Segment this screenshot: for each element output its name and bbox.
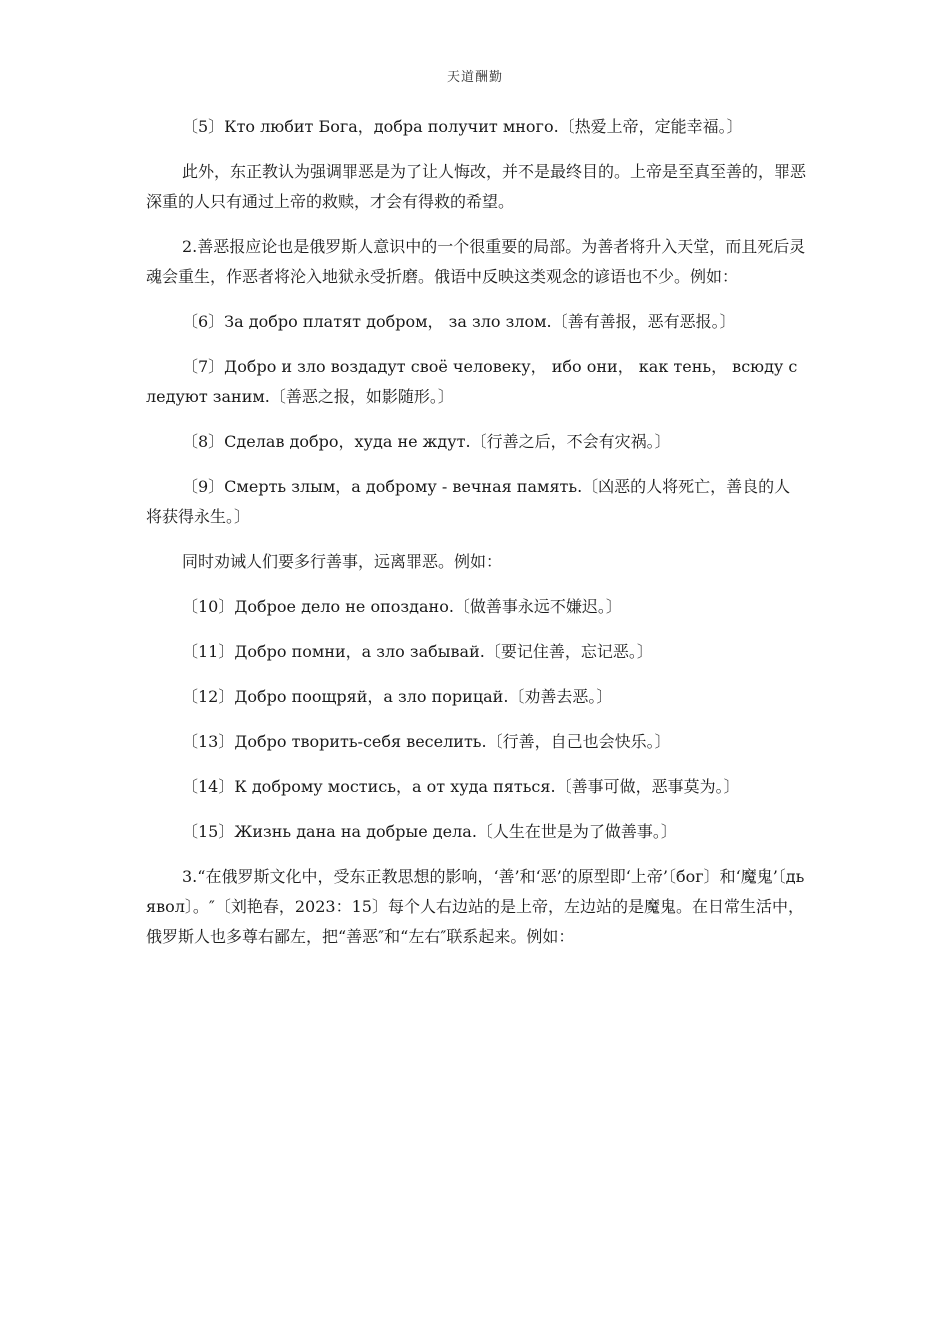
paragraph: 〔15〕Жизнь дана на добрые дела.〔人生在世是为了做善事。〕 xyxy=(182,822,677,841)
paragraph: 〔14〕К доброму мостись，а от худа пяться.〔善事可做，恶事莫为。〕 xyxy=(182,777,740,796)
paragraph: 〔9〕Смерть злым，а доброму - вечная память.〔凶恶的人将死亡，善良的人将获得永生。〕 xyxy=(146,477,791,526)
paragraph: 〔5〕Кто любит Бога，добра получит много.〔热爱上帝，定能幸福。〕 xyxy=(182,117,743,136)
page-header: 天道酬勤 xyxy=(446,70,503,85)
paragraph: 同时劝诫人们要多行善事，远离罪恶。例如： xyxy=(182,552,503,571)
paragraph: 〔7〕Добро и зло воздадут своё человеку， ибо они， как тень， всюду следуют заним.〔善恶之报，如影随形。〕 xyxy=(146,357,798,406)
paragraph: 〔12〕Добро поощряй，а зло порицай.〔劝善去恶。〕 xyxy=(182,687,613,706)
paragraph: 3.“在俄罗斯文化中，受东正教思想的影响，‘善’和‘恶’的原型即‘上帝’〔бог〕和‘魔鬼’〔дьявол〕。″〔刘艳春，2023：15〕每个人右边站的是上帝，左边站的是魔鬼。在日常生活中，俄罗斯人也多尊右鄙左，把“善恶″和“左右″联系起来。例如： xyxy=(146,867,805,946)
paragraph: 此外，东正教认为强调罪恶是为了让人悔改，并不是最终目的。上帝是至真至善的，罪恶深重的人只有通过上帝的救赎，才会有得救的希望。 xyxy=(146,162,807,211)
document-body xyxy=(146,112,806,967)
paragraph: 〔8〕Сделав добро，худа не ждут.〔行善之后，不会有灾祸。〕 xyxy=(182,432,671,451)
paragraph: 2.善恶报应论也是俄罗斯人意识中的一个很重要的局部。为善者将升入天堂，而且死后灵魂会重生，作恶者将沦入地狱永受折磨。俄语中反映这类观念的谚语也不少。例如： xyxy=(146,237,806,286)
paragraph: 〔11〕Добро помни，а зло забывай.〔要记住善，忘记恶。〕 xyxy=(182,642,653,661)
paragraph: 〔6〕За добро платят добром， за зло злом.〔善有善报，恶有恶报。〕 xyxy=(182,312,736,331)
paragraph: 〔10〕Доброе дело не опоздано.〔做善事永远不嫌迟。〕 xyxy=(182,597,622,616)
paragraph: 〔13〕Добро творить-себя веселить.〔行善，自己也会快乐。〕 xyxy=(182,732,671,751)
